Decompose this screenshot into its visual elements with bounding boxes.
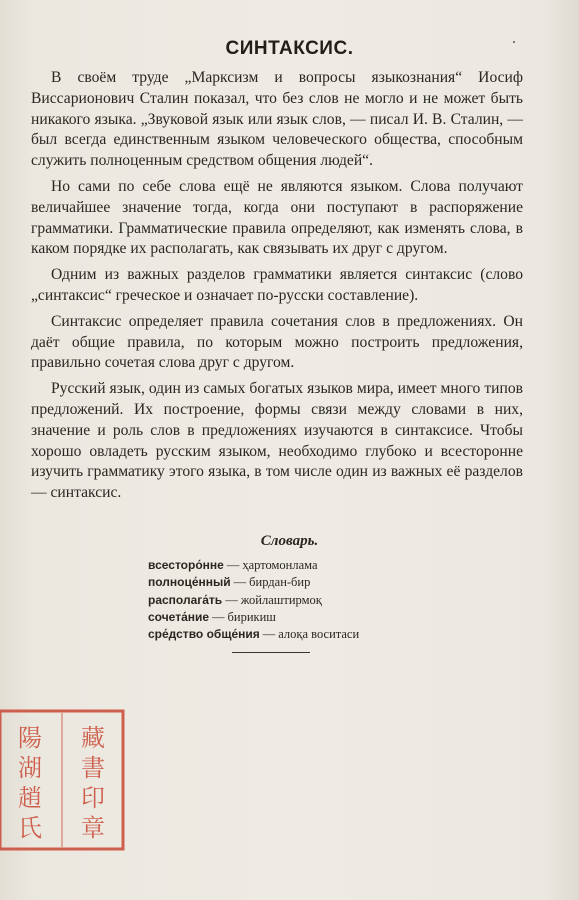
paragraph-3: Одним из важных разделов грамматики является синтаксис (слово „синтаксис“ греческое и означает по-русски составление).	[31, 266, 523, 304]
paragraph-2: Но сами по себе слова ещё не являются языком. Слова получают величайшее значение тогда, когда они поступают в распоряжение грамматики. Грамматические правила определяют, как изменять слова, в каком порядке их располагать, как связывать их друг с другом.	[31, 177, 523, 258]
seal-glyph: 章	[81, 814, 105, 842]
vocabulary-dash: —	[226, 558, 240, 572]
seal-glyph: 湖	[18, 754, 42, 782]
seal-glyph: 趙	[18, 784, 42, 812]
seal-glyph: 氏	[18, 814, 42, 842]
vocabulary-term: полноце́нный	[148, 575, 231, 590]
vocabulary-list	[148, 557, 448, 643]
vocabulary-term: всесторо́нне	[148, 558, 224, 572]
seal-glyph: 藏	[81, 724, 105, 752]
vocabulary-item	[148, 626, 448, 643]
vocabulary-item	[148, 557, 448, 574]
paragraph-1: В своём труде „Марксизм и вопросы языкознания“ Иосиф Виссарионович Сталин показал, что без слов не могло и не может быть никакого языка. „Звуковой язык или язык слов, — писал И. В. Сталин, — был всегда единственным языком человеческого общества, способным служить полноценным средством общения людей“.	[31, 69, 523, 170]
paragraph-4: Синтаксис определяет правила сочетания слов в предложениях. Он даёт общие правила, по которым можно построить предложения, правильно сочетая слова друг с другом.	[31, 312, 523, 372]
vocabulary-term: сре́дство обще́ния	[148, 627, 260, 642]
vocabulary-translation: ҳартомонлама	[242, 558, 318, 572]
vocabulary-item	[148, 609, 448, 626]
vocabulary-dash: —	[212, 609, 225, 624]
vocabulary-translation: алоқа воситаси	[278, 627, 360, 642]
seal-glyph: 印	[81, 784, 105, 812]
library-seal-stamp	[0, 706, 128, 854]
vocabulary-dash: —	[225, 592, 238, 607]
vocabulary-dash: —	[233, 575, 247, 590]
vocabulary-term: сочета́ние	[148, 609, 210, 624]
vocabulary-dash: —	[262, 627, 276, 642]
seal-glyph: 陽	[18, 724, 42, 752]
body-text	[31, 68, 523, 509]
vocabulary-term: располага́ть	[148, 592, 223, 607]
seal-glyph: 書	[81, 754, 105, 782]
vocabulary-item	[148, 574, 448, 591]
vocabulary-translation: бирикиш	[227, 609, 276, 624]
section-divider	[232, 652, 310, 653]
paragraph-5: Русский язык, один из самых богатых языков мира, имеет много типов предложений. Их построение, формы связи между словами в них, значение и роль слов в предложениях изучаются в синтаксисе. Чтобы хорошо овладеть русским языком, необходимо глубоко и всесторонне изучить грамматику этого языка, в том числе один из важных её разделов — синтаксис.	[31, 380, 523, 502]
page-title: СИНТАКСИС.	[225, 38, 354, 59]
vocabulary-item	[148, 592, 448, 609]
vocabulary-translation: бирдан-бир	[249, 575, 311, 590]
vocabulary-title: Словарь.	[260, 533, 319, 549]
vocabulary-translation: жойлаштирмоқ	[240, 592, 322, 607]
